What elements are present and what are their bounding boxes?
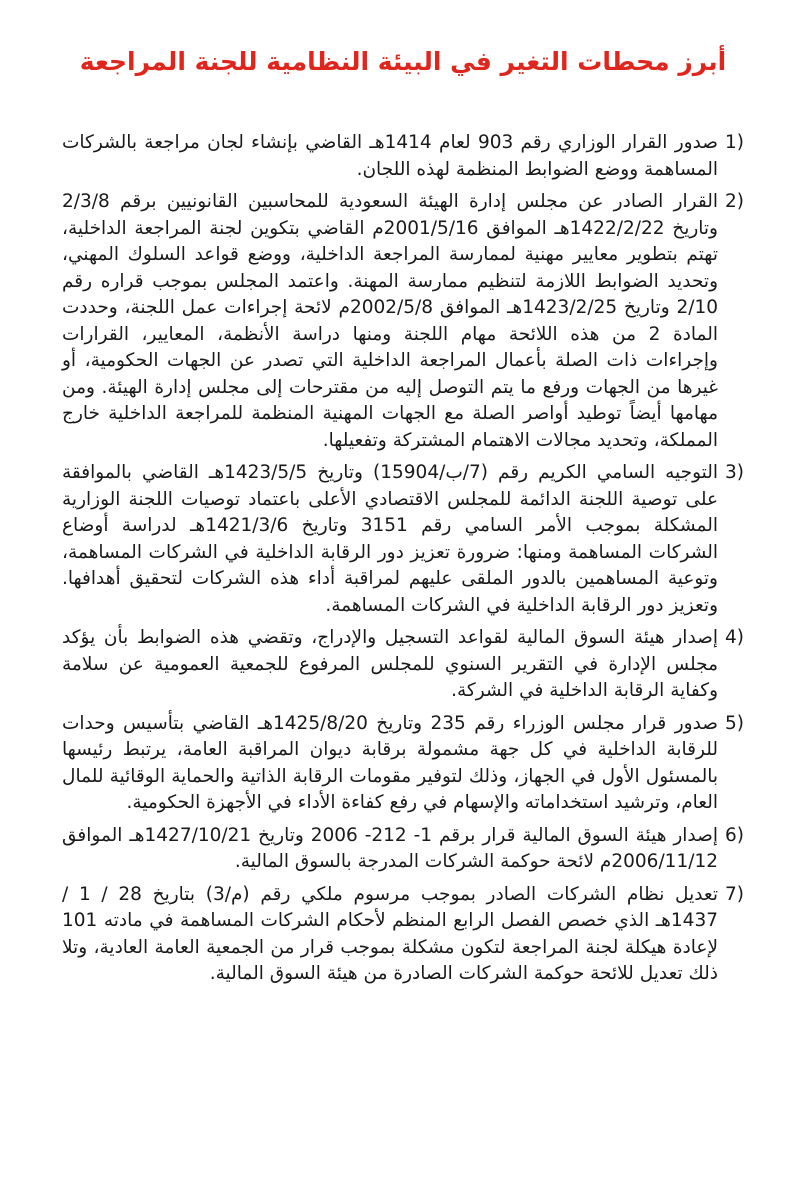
item-number: 3) [725, 462, 744, 483]
item-number: 4) [725, 627, 744, 648]
item-text: صدور قرار مجلس الوزراء رقم 235 وتاريخ 1425/8/20هـ القاضي بتأسيس وحدات للرقابة الداخلية في كل جهة مشمولة برقابة ديوان المراقبة العامة، يرتبط رئيسها بالمسئول الأول في الجهاز، وذلك لتوفير مقومات الرقابة الذاتية والحماية الوقائية للمال العام، وترشيد استخداماته والإسهام في رفع كفاءة الأداء في الأجهزة الحكومية. [62, 712, 718, 813]
item-number: 6) [725, 824, 744, 846]
list-item [62, 882, 744, 988]
item-text: القرار الصادر عن مجلس إدارة الهيئة السعودية للمحاسبين القانونيين برقم 2/3/8 وتاريخ 1422/2/22هـ الموافق 2001/5/16م القاضي بتكوين لجنة المراجعة الداخلية، تهتم بتطوير معايير مهنية لممارسة المراجعة الداخلية، ووضع قواعد السلوك المهني، وتحديد الضوابط اللازمة لتنظيم ممارسة المهنة. واعتمد المجلس بموجب قراره رقم 2/10 وتاريخ 1423/2/25هـ الموافق 2002/5/8م لائحة إجراءات عمل اللجنة، وحددت المادة 2 من هذه اللائحة مهام اللجنة ومنها دراسة الأنظمة، المعايير، القرارات وإجراءات ذات الصلة بأعمال المراجعة الداخلية التي تصدر عن الجهات الحكومية، أو غيرها من الجهات ورفع ما يتم التوصل إليه من مقترحات إلى مجلس إدارة الهيئة. ومن مهامها أيضاً توطيد أواصر الصلة مع الجهات المهنية المنظمة للمراجعة الداخلية خارج المملكة، وتحديد مجالات الاهتمام المشتركة وتفعيلها. [62, 191, 719, 451]
item-number: 2) [725, 191, 744, 212]
item-text: التوجيه السامي الكريم رقم (7/ب/15904) وتاريخ 1423/5/5هـ القاضي بالموافقة على توصية اللجنة الدائمة للمجلس الاقتصادي الأعلى باعتماد توصيات اللجنة الوزارية المشكلة بموجب الأمر السامي رقم 3151 وتاريخ 1421/3/6هـ لدراسة أوضاع الشركات المساهمة ومنها: ضرورة تعزيز دور الرقابة الداخلية في الشركات المساهمة، وتوعية المساهمين بالدور الملقى عليهم لمراقبة أداء هذه الشركات لتحقيق أهدافها. وتعزيز دور الرقابة الداخلية في الشركات المساهمة. [62, 462, 718, 616]
item-text: إصدار هيئة السوق المالية لقواعد التسجيل والإدراج، وتقضي هذه الضوابط بأن يؤكد مجلس الإدارة في التقرير السنوي للمجلس المرفوع للجمعية العمومية عن سلامة وكفاية الرقابة الداخلية في الشركة. [62, 627, 718, 701]
list-item [62, 460, 744, 619]
list-item [62, 823, 744, 876]
milestones-list [62, 130, 744, 988]
item-text: صدور القرار الوزاري رقم 903 لعام 1414هـ القاضي بإنشاء لجان مراجعة بالشركات المساهمة ووضع الضوابط المنظمة لهذه اللجان. [62, 132, 719, 180]
document-title: أبرز محطات التغير في البيئة النظامية للجنة المراجعة [79, 47, 727, 76]
list-item [62, 711, 744, 817]
item-number: 7) [725, 883, 744, 905]
item-number: 1) [725, 132, 744, 153]
item-text: تعديل نظام الشركات الصادر بموجب مرسوم ملكي رقم (م/3) بتاريخ 28 / 1 / 1437هـ الذي خصص الفصل الرابع المنظم لأحكام الشركات المساهمة في مادته 101 لإعادة هيكلة لجنة المراجعة لتكون مشكلة بموجب قرار من الجمعية العامة العادية، وتلا ذلك تعديل للائحة حوكمة الشركات الصادرة من هيئة السوق المالية. [62, 883, 718, 984]
item-text: إصدار هيئة السوق المالية قرار برقم 1- 212- 2006 وتاريخ 1427/10/21هـ الموافق 2006/11/12م لائحة حوكمة الشركات المدرجة بالسوق المالية. [62, 824, 718, 872]
list-item [62, 130, 744, 183]
list-item [62, 189, 744, 454]
item-number: 5) [725, 712, 744, 734]
list-item [62, 625, 744, 705]
